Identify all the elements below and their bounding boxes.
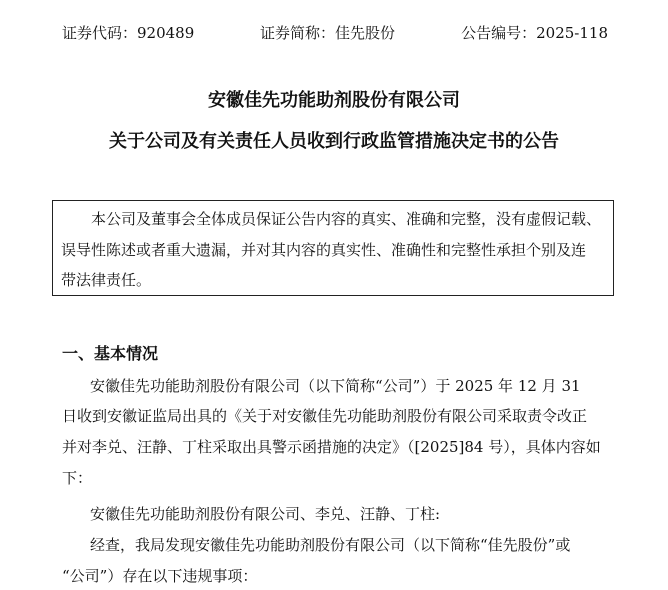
- disclaimer-box: [52, 200, 614, 296]
- disclaimer-line: 本公司及董事会全体成员保证公告内容的真实、准确和完整，没有虚假记载、: [91, 210, 602, 228]
- paragraph-line: 并对李兑、汪静、丁柱采取出具警示函措施的决定》（[2025]84 号），具体内容如: [62, 438, 601, 456]
- company-title: 安徽佳先功能助剂股份有限公司: [208, 90, 460, 111]
- stock-short-name: 证券简称：佳先股份: [260, 24, 396, 42]
- paragraph-line: 下：: [62, 469, 93, 487]
- paragraph-line: 经查，我局发现安徽佳先功能助剂股份有限公司（以下简称“佳先股份”或: [90, 536, 571, 554]
- announcement-number: 公告编号：2025-118: [461, 24, 608, 42]
- disclaimer-line: 带法律责任。: [61, 271, 152, 289]
- disclaimer-line: 误导性陈述或者重大遗漏，并对其内容的真实性、准确性和完整性承担个别及连: [61, 241, 587, 259]
- paragraph-line: 日收到安徽证监局出具的《关于对安徽佳先功能助剂股份有限公司采取责令改正: [62, 407, 588, 425]
- announcement-header: [62, 22, 608, 44]
- stock-code: 证券代码：920489: [62, 24, 195, 42]
- paragraph-line: “公司”）存在以下违规事项：: [62, 567, 258, 585]
- paragraph-line: 安徽佳先功能助剂股份有限公司、李兑、汪静、丁柱:: [90, 505, 441, 523]
- section-heading: 一、基本情况: [62, 344, 159, 363]
- announcement-title: 关于公司及有关责任人员收到行政监管措施决定书的公告: [109, 131, 559, 152]
- paragraph-line: 安徽佳先功能助剂股份有限公司（以下简称“公司”）于 2025 年 12 月 31: [90, 377, 581, 395]
